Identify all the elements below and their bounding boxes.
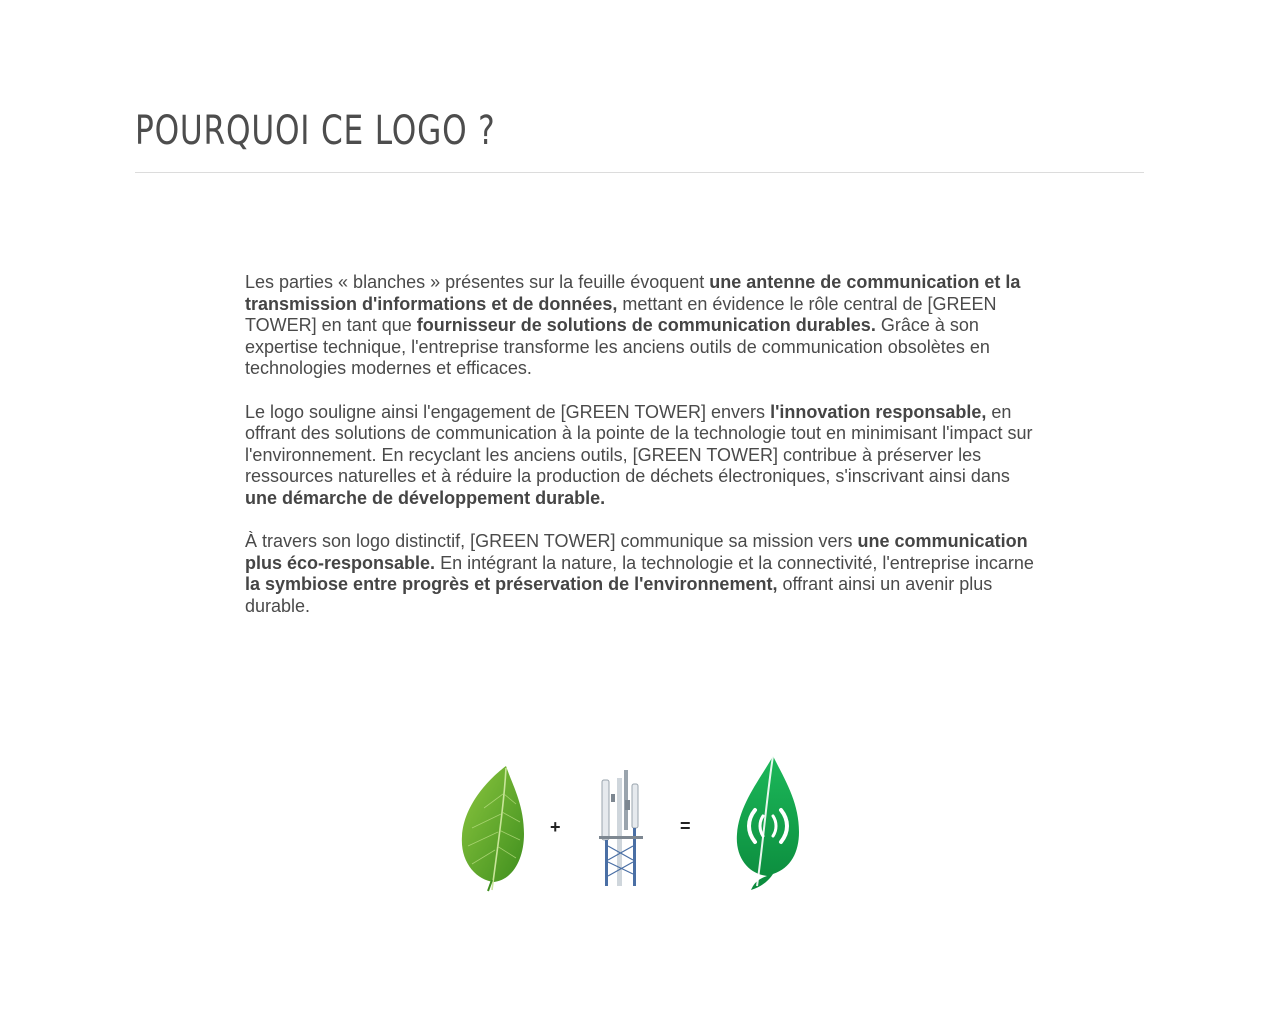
leaf-icon: [460, 764, 526, 897]
logo-explanation-text: [245, 272, 1040, 639]
equals-sign: =: [680, 816, 691, 836]
text-run: mettant en évidence le rôle central de [GREEN TOWER] en tant que: [245, 293, 997, 336]
text-run-bold: une communication plus éco-responsable.: [245, 531, 1028, 573]
text-run: À travers son logo distinctif, [GREEN TOWER] communique sa mission vers: [245, 531, 858, 552]
page-title: POURQUOI CE LOGO ?: [135, 108, 496, 154]
title-divider: [135, 172, 1144, 173]
text-run-bold: une démarche de développement durable.: [245, 487, 606, 508]
text-run: Les parties « blanches » présentes sur la feuille évoquent: [245, 272, 710, 292]
paragraph-1: [245, 272, 1040, 380]
paragraph-3: [245, 531, 1040, 617]
logo-equation: [455, 750, 815, 900]
text-run-bold: l'innovation responsable,: [770, 401, 987, 422]
plus-sign: +: [550, 817, 561, 837]
text-run-bold: une antenne de communication et la transmission d'informations et de données,: [245, 272, 1021, 314]
antenna-tower-icon: [597, 770, 645, 891]
text-run: Grâce à son expertise technique, l'entreprise transforme les anciens outils de communication obsolètes en technologies modernes et efficaces.: [245, 315, 990, 379]
paragraph-2: [245, 402, 1040, 510]
text-run: En intégrant la nature, la technologie et la connectivité, l'entreprise incarne: [435, 552, 1034, 573]
text-run: Le logo souligne ainsi l'engagement de [GREEN TOWER] envers: [245, 401, 771, 422]
text-run-bold: la symbiose entre progrès et préservation de l'environnement,: [245, 574, 778, 595]
text-run-bold: fournisseur de solutions de communication durables.: [416, 315, 876, 336]
text-run: en offrant des solutions de communication à la pointe de la technologie tout en minimisant l'impact sur l'environnement. En recyclant les anciens outils, [GREEN TOWER] contribue à préserver les ressources naturelles et à réduire la production de déchets électroniques, s'inscrivant ainsi dans: [245, 401, 1033, 487]
green-tower-logo-icon: [733, 754, 803, 897]
text-run: offrant ainsi un avenir plus durable.: [245, 574, 993, 616]
